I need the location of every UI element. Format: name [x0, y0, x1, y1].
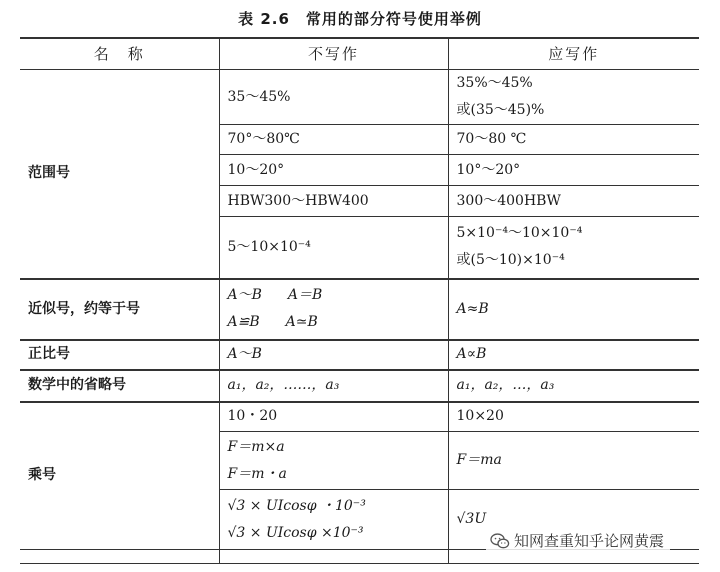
wrong-cell: √3 × UIcosφ ・10⁻³ √3 × UIcosφ ×10⁻³	[219, 490, 448, 550]
table-title: 表 2.6 常用的部分符号使用举例	[238, 10, 482, 28]
right-cell: A∝B	[448, 340, 699, 370]
table-row	[20, 402, 699, 432]
wrong-cell: 10～20°	[219, 155, 448, 186]
right-cell: F＝ma	[448, 432, 699, 490]
right-cell: √3U	[448, 490, 699, 550]
table-row	[20, 70, 699, 125]
wrong-cell: F＝m×a F＝m・a	[219, 432, 448, 490]
row-name-range: 范围号	[20, 70, 219, 279]
wrong-cell: A～B A＝B A≌B A≃B	[219, 279, 448, 340]
watermark	[486, 528, 670, 554]
right-cell: A≈B	[448, 279, 699, 340]
right-cell: 10°～20°	[448, 155, 699, 186]
header-wrong: 不写作	[219, 38, 448, 70]
table-row	[20, 279, 699, 340]
wrong-cell: a₁，a₂，……，a₃	[219, 370, 448, 402]
row-name-approx: 近似号，约等于号	[20, 279, 219, 340]
watermark-text: 知网查重知乎论网黄震	[514, 532, 665, 550]
wrong-cell: A～B	[219, 340, 448, 370]
right-cell: 300～400HBW	[448, 186, 699, 217]
right-cell: 5×10⁻⁴～10×10⁻⁴ 或(5～10)×10⁻⁴	[448, 217, 699, 279]
header-right: 应写作	[448, 38, 699, 70]
row-name-ellipsis: 数学中的省略号	[20, 370, 219, 402]
wrong-cell: 70°～80℃	[219, 125, 448, 155]
wrong-cell: 35～45%	[219, 70, 448, 125]
wrong-cell: 10・20	[219, 402, 448, 432]
row-name-proportional: 正比号	[20, 340, 219, 370]
wechat-icon	[490, 532, 510, 550]
wrong-cell: 5～10×10⁻⁴	[219, 217, 448, 279]
wrong-cell: HBW300～HBW400	[219, 186, 448, 217]
right-cell: 70～80 ℃	[448, 125, 699, 155]
table-row	[20, 370, 699, 402]
row-name-multiply: 乘号	[20, 402, 219, 550]
header-name: 名 称	[20, 38, 219, 70]
right-cell: 35%～45% 或(35～45)%	[448, 70, 699, 125]
symbol-usage-table	[20, 37, 699, 564]
right-cell: a₁，a₂，…，a₃	[448, 370, 699, 402]
right-cell: 10×20	[448, 402, 699, 432]
header-row	[20, 38, 699, 70]
table-row	[20, 340, 699, 370]
